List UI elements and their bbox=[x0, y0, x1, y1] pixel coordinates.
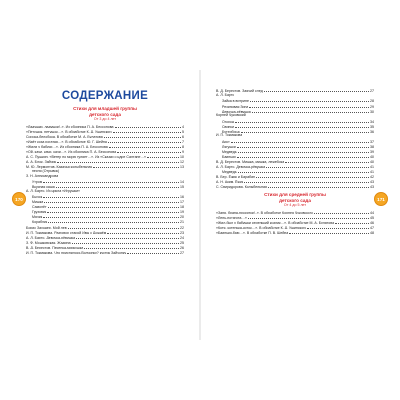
toc-entry-title: песня (Отрывок) bbox=[32, 168, 60, 173]
toc-entry-page: 25 bbox=[180, 240, 184, 245]
toc-entry-title: В. Д. Берестов. Мишка, мишка, лежебока bbox=[216, 160, 285, 164]
toc-entry-page: 34 bbox=[370, 119, 374, 124]
toc-entry-page: 37 bbox=[370, 139, 374, 144]
toc-entry-page: 4 bbox=[182, 124, 184, 129]
toc-entry-page: 23 bbox=[180, 230, 184, 235]
toc-entry-title: «Заня, брана-просятки!..». В обработке Корнея Чуковского bbox=[216, 210, 313, 215]
toc-entry-title: Борис Заходер. Мой лев bbox=[26, 225, 67, 230]
toc-dot-leader bbox=[48, 204, 179, 208]
toc-entry-page: 38 bbox=[370, 144, 374, 149]
toc-dot-leader bbox=[43, 194, 179, 198]
toc-entry-page: 27 bbox=[370, 89, 374, 94]
toc-dot-leader bbox=[289, 229, 369, 233]
section-title-line2: детского сада bbox=[89, 111, 121, 117]
toc-dot-leader bbox=[43, 214, 179, 218]
toc-dot-leader bbox=[57, 159, 179, 163]
toc-dot-leader bbox=[237, 154, 369, 158]
toc-dot-leader bbox=[264, 88, 369, 92]
toc-entry-page: 21 bbox=[180, 220, 184, 225]
toc-entry-title: Аист bbox=[222, 139, 230, 144]
toc-entry-page: 18 bbox=[180, 205, 184, 209]
toc-dot-leader bbox=[93, 164, 179, 168]
toc-dot-leader bbox=[266, 164, 369, 168]
toc-entry-title: С. Свиридорова. Колыбельная bbox=[216, 185, 267, 189]
toc-entry-title: Бычок bbox=[32, 195, 43, 199]
toc-entry-title: В. Д. Берестов. Песенка-миркушка bbox=[26, 245, 84, 250]
toc-entry-page: 41 bbox=[370, 170, 374, 174]
toc-dot-leader bbox=[104, 133, 181, 137]
toc-entry-title: А. Л. Барто bbox=[216, 93, 235, 98]
toc-entry-page: 40 bbox=[370, 155, 374, 159]
toc-entry-page: 28 bbox=[370, 99, 374, 104]
toc-entry-title: «Петушок, петушок…». В обработке К. Д. Ушинского bbox=[26, 129, 113, 134]
toc-entry-page: 26 bbox=[180, 245, 184, 250]
toc-entry-title: З. Н. Александрова bbox=[26, 173, 59, 178]
toc-entry-page: 27 bbox=[180, 250, 184, 255]
toc-dot-leader bbox=[48, 219, 179, 223]
toc-entry-page: 40 bbox=[370, 160, 374, 164]
toc-entry-title: Мячик bbox=[32, 215, 43, 220]
toc-entry bbox=[216, 184, 374, 189]
toc-entry-title: «Жили у бабуси…». Из сборника П. А. Бессонова bbox=[26, 144, 108, 149]
toc-dot-leader bbox=[44, 199, 179, 203]
toc-entry-title: Девочка-рёвушка bbox=[222, 109, 251, 114]
page-number-left: 170 bbox=[12, 192, 26, 206]
toc-entry-title: И. П. Токмакова bbox=[216, 133, 243, 138]
toc-list-right-top bbox=[216, 88, 374, 189]
toc-entry-title: Медведь bbox=[222, 170, 237, 174]
toc-entry-title: «Ой, качи, качи, качи…». Из сборника П. А. Бессонова bbox=[26, 149, 117, 154]
toc-dot-leader bbox=[113, 128, 181, 132]
toc-entry-page: 17 bbox=[180, 200, 184, 204]
toc-entry-title: А. Л. Барто. Из цикла «Игрушки» bbox=[26, 188, 81, 193]
toc-entry-page: 39 bbox=[370, 149, 374, 154]
toc-entry-title: Кораблик bbox=[32, 220, 48, 225]
toc-entry-title: «Жил-был у бабушки серенький козлик…». В обработке М. А. Булатова bbox=[216, 220, 335, 225]
toc-entry-page: 41 bbox=[370, 165, 374, 169]
toc-dot-leader bbox=[252, 108, 369, 112]
toc-dot-leader bbox=[68, 224, 179, 228]
toc-entry-page: 30 bbox=[370, 109, 374, 114]
toc-dot-leader bbox=[127, 249, 179, 253]
toc-entry-title: «Котя, котенька-коток…». В обработке К. Д. Ушинского bbox=[216, 225, 307, 230]
toc-list-right-bottom bbox=[216, 209, 374, 234]
toc-entry bbox=[216, 88, 374, 93]
toc-dot-leader bbox=[56, 184, 179, 188]
toc-dot-leader bbox=[231, 138, 369, 142]
toc-entry-page: 14 bbox=[180, 180, 184, 184]
toc-entry-page: 44 bbox=[370, 210, 374, 215]
toc-dot-leader bbox=[241, 128, 370, 132]
toc-entry-page: 6 bbox=[182, 134, 184, 139]
toc-entry-page: 43 bbox=[370, 185, 374, 189]
toc-entry-title: И. П. Токмакова. Что приснилось Волчонку? кустик Зайчонку bbox=[26, 250, 127, 255]
toc-dot-leader bbox=[248, 214, 369, 218]
toc-dot-leader bbox=[235, 118, 369, 122]
toc-entry-title: «Ладушки, ладушки!..». Из сборника П. А. Бессонова bbox=[26, 124, 114, 129]
toc-entry-page: 20 bbox=[180, 215, 184, 220]
left-page bbox=[26, 88, 184, 254]
right-page bbox=[216, 88, 374, 234]
toc-dot-leader bbox=[47, 209, 179, 213]
toc-entry-page: 9 bbox=[182, 149, 184, 154]
toc-dot-leader bbox=[314, 209, 369, 213]
toc-entry-page: 15 bbox=[180, 185, 184, 189]
toc-entry-page: 19 bbox=[180, 210, 184, 215]
toc-entry-title: Медведь bbox=[222, 149, 237, 154]
toc-entry-title: В. Бер. Ёжик и Барабан bbox=[216, 175, 255, 179]
toc-dot-leader bbox=[244, 179, 369, 183]
book-gutter bbox=[199, 70, 201, 340]
toc-entry-page: 24 bbox=[180, 235, 184, 240]
toc-dot-leader bbox=[107, 229, 179, 233]
toc-list-left bbox=[26, 123, 184, 254]
section-title-line1: Стихи для средней группы bbox=[264, 191, 326, 197]
toc-dot-leader bbox=[147, 153, 179, 157]
toc-dot-leader bbox=[115, 123, 181, 127]
toc-entry-title: Корней Чуковский bbox=[216, 113, 246, 118]
toc-entry-page: 10 bbox=[180, 154, 184, 159]
toc-dot-leader bbox=[285, 159, 369, 163]
toc-entry-title: З. Ф. Мошковская. Жадина bbox=[26, 240, 71, 245]
toc-entry-page: 47 bbox=[370, 225, 374, 230]
toc-dot-leader bbox=[108, 138, 181, 142]
toc-entry-title: Свинки bbox=[222, 124, 234, 129]
toc-entry-title: Огород bbox=[222, 119, 234, 124]
toc-entry-page: 46 bbox=[370, 220, 374, 225]
toc-entry-title: А. Л. Барто. Девочка-рёвушка bbox=[26, 235, 76, 240]
toc-entry-title: М. Ю. Лермонтов. Казачья колыбельная bbox=[26, 164, 93, 169]
toc-entry-title: А. Н. Аким. Ёжик bbox=[216, 180, 244, 184]
toc-entry-title: Утром bbox=[32, 180, 43, 184]
toc-dot-leader bbox=[117, 148, 181, 152]
toc-dot-leader bbox=[268, 184, 369, 188]
page-title: СОДЕРЖАНИЕ bbox=[61, 90, 149, 102]
toc-entry-page: 48 bbox=[370, 230, 374, 235]
toc-entry-title: «Идёт коза рогатая…». В обработке Ю. Г. Шейна bbox=[26, 139, 107, 144]
toc-entry-page: 35 bbox=[370, 124, 374, 129]
toc-dot-leader bbox=[76, 234, 179, 238]
toc-dot-leader bbox=[84, 244, 179, 248]
toc-entry-title: «Баиньки-баю…». В обработке П. В. Шейна bbox=[216, 230, 289, 235]
toc-dot-leader bbox=[43, 179, 179, 183]
toc-entry-page: 8 bbox=[182, 144, 184, 149]
toc-dot-leader bbox=[256, 174, 369, 178]
toc-entry-title: Бутерброд bbox=[222, 129, 240, 134]
toc-entry-title: Сорока-белобока. В обработке М. А. Булатова bbox=[26, 134, 103, 139]
toc-entry-title: А. А. Блок. Зайчик bbox=[26, 159, 57, 164]
toc-entry-page: 42 bbox=[370, 175, 374, 179]
toc-entry-title: В. Д. Берестов. Заячий след bbox=[216, 89, 263, 94]
toc-entry-page: 16 bbox=[180, 195, 184, 199]
toc-dot-leader bbox=[238, 169, 369, 173]
toc-entry-title: Резиновая Зина bbox=[222, 104, 249, 109]
toc-entry-page: 12 bbox=[180, 159, 184, 164]
toc-dot-leader bbox=[235, 123, 369, 127]
toc-entry-page: 36 bbox=[370, 129, 374, 134]
toc-dot-leader bbox=[307, 224, 369, 228]
toc-entry-title: Лягушки bbox=[222, 144, 236, 149]
toc-entry-title: Мишка bbox=[32, 200, 44, 204]
toc-entry bbox=[26, 249, 184, 254]
toc-entry-page: 29 bbox=[370, 104, 374, 109]
toc-entry-title: Самолёт bbox=[32, 205, 47, 209]
section-title-line1: Стихи для младшей группы bbox=[73, 106, 137, 111]
toc-entry-page: 5 bbox=[182, 129, 184, 134]
toc-dot-leader bbox=[250, 98, 369, 102]
age-range: От 3 до 4 лет bbox=[93, 117, 117, 122]
toc-entry-page: 22 bbox=[180, 225, 184, 230]
toc-entry-title: А. Л. Барто. Девочка-рёвушка bbox=[216, 165, 266, 169]
toc-entry-page: 45 bbox=[370, 215, 374, 220]
toc-dot-leader bbox=[249, 103, 369, 107]
toc-entry-page: 13 bbox=[180, 164, 184, 169]
page-number-right: 171 bbox=[374, 192, 388, 206]
toc-entry-page: 43 bbox=[370, 180, 374, 184]
toc-entry-title: Грузовик bbox=[32, 210, 47, 215]
toc-entry-title: Баиньки bbox=[222, 155, 236, 159]
toc-dot-leader bbox=[238, 149, 369, 153]
toc-dot-leader bbox=[237, 144, 369, 148]
toc-entry-title: «Лень-потягота…» bbox=[216, 215, 247, 220]
toc-dot-leader bbox=[72, 239, 180, 243]
toc-dot-leader bbox=[109, 143, 181, 147]
section-title-line2: детского сада bbox=[279, 197, 311, 203]
toc-entry-title: И. П. Токмакова. Разговор старой Ивы с Дождём bbox=[26, 230, 107, 235]
toc-dot-leader bbox=[335, 219, 369, 223]
toc-entry-title: Зайка в витрине bbox=[222, 99, 249, 104]
age-range: От 4 до 5 лет bbox=[283, 203, 307, 208]
toc-entry-title: А. С. Пушкин. «Ветер по морю гуляет…». Из «Сказки о царе Салтане…» bbox=[26, 154, 147, 159]
toc-entry bbox=[216, 229, 374, 234]
toc-entry-page: 7 bbox=[182, 139, 184, 144]
toc-entry-title: Вкусная каша bbox=[32, 185, 55, 189]
